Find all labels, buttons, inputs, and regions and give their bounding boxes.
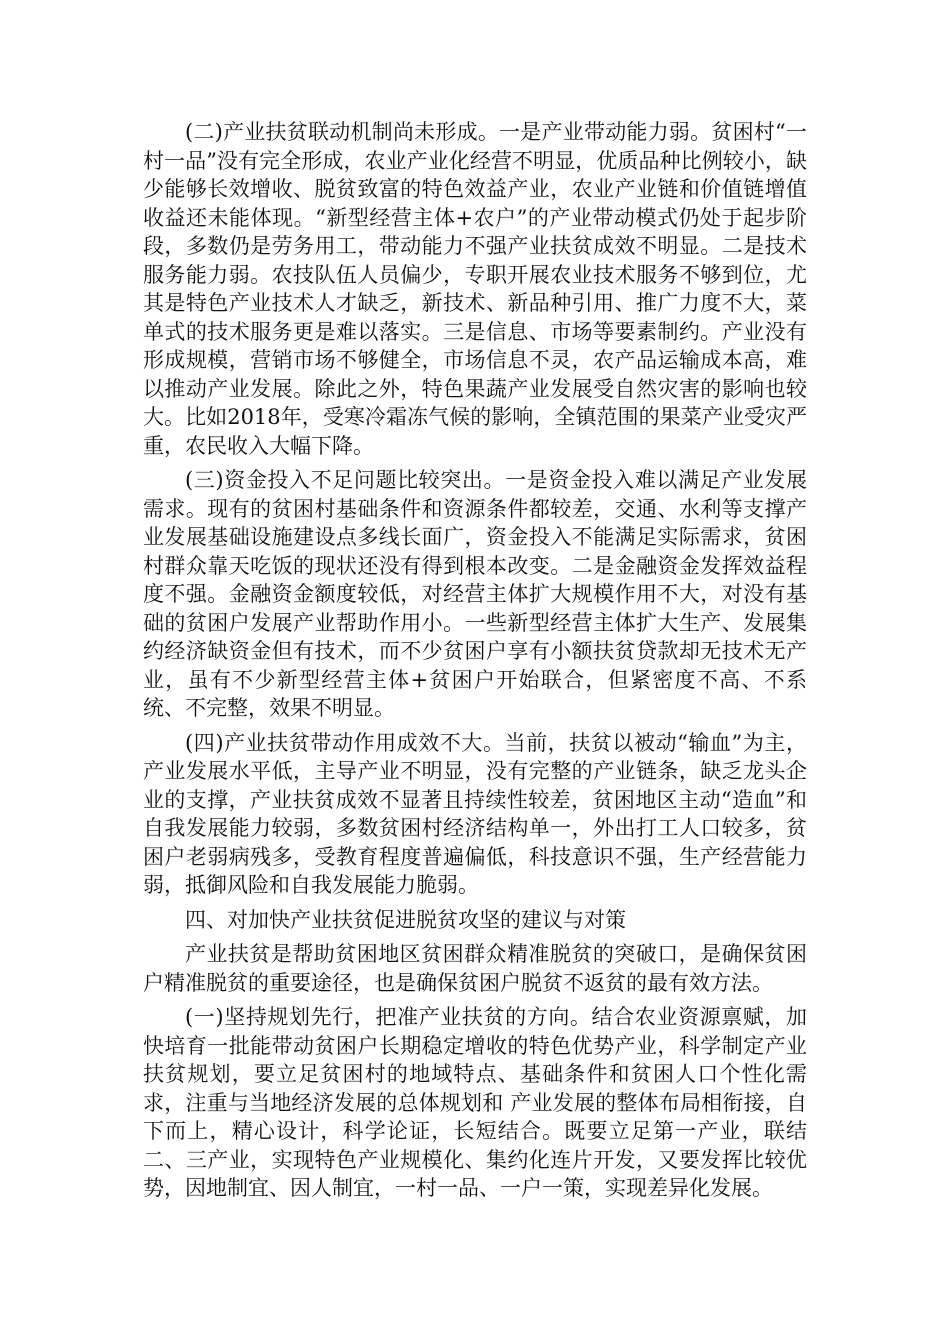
paragraph-funding-shortage: (三)资金投入不足问题比较突出。一是资金投入难以满足产业发展需求。现有的贫困村基础条件和资源条件都较差，交通、水利等支撑产业发展基础设施建设点多线长面广，资金投入不能满足实际需求，贫困村群众靠天吃饭的现状还没有得到根本改变。二是金融资金发挥效益程度不强。金融资金额度较低，对经营主体扩大规模作用不大，对没有基础的贫困户发展产业帮助作用小。一些新型经营主体扩大生产、发展集约经济缺资金但有技术，而不少贫困户享有小额扶贫贷款却无技术无产业，虽有不少新型经营主体+贫困户开始联合，但紧密度不高、不系统、不完整，效果不明显。 [143,468,807,720]
paragraph-planning-first: (一)坚持规划先行，把准产业扶贫的方向。结合农业资源禀赋，加快培育一批能带动贫困户长期稳定增收的特色优势产业，科学制定产业扶贫规划，要立足贫困村的地域特点、基础条件和贫困人口个性化需求，注重与当地经济发展的总体规划和 产业发展的整体布局相衔接，自下而上，精心设计，科学论证，长短结合。既要立足第一产业，联结二、三产业，实现特色产业规模化、集约化连片开发，又要发挥比较优势，因地制宜、因人制宜，一村一品、一户一策，实现差异化发展。 [143,1005,807,1200]
paragraph-driving-effect: (四)产业扶贫带动作用成效不大。当前，扶贫以被动“输血”为主，产业发展水平低，主导产业不明显，没有完整的产业链条，缺乏龙头企业的支撑，产业扶贫成效不显著且持续性较差，贫困地区主动“造血”和自我发展能力较弱，多数贫困村经济结构单一，外出打工人口较多，贫困户老弱病残多，受教育程度普遍偏低，科技意识不强，生产经营能力弱，抵御风险和自我发展能力脆弱。 [143,730,807,897]
section-heading-suggestions: 四、对加快产业扶贫促进脱贫攻坚的建议与对策 [185,907,626,932]
paragraph-poverty-linkage-mechanism: (二)产业扶贫联动机制尚未形成。一是产业带动能力弱。贫困村“一村一品”没有完全形成，农业产业化经营不明显，优质品种比例较小，缺少能够长效增收、脱贫致富的特色效益产业，农业产业链和价值链增值收益还未能体现。“新型经营主体+农户”的产业带动模式仍处于起步阶段，多数仍是劳务用工，带动能力不强产业扶贫成效不明显。二是技术服务能力弱。农技队伍人员偏少，专职开展农业技术服务不够到位，尤其是特色产业技术人才缺乏，新技术、新品种引用、推广力度不大，菜单式的技术服务更是难以落实。三是信息、市场等要素制约。产业没有形成规模，营销市场不够健全，市场信息不灵，农产品运输成本高，难以推动产业发展。除此之外，特色果蔬产业发展受自然灾害的影响也较大。比如2018年，受寒冷霜冻气候的影响，全镇范围的果菜产业受灾严重，农民收入大幅下降。 [143,120,807,458]
paragraph-breakthrough: 产业扶贫是帮助贫困地区贫困群众精准脱贫的突破口，是确保贫困户精准脱贫的重要途径，也是确保贫困户脱贫不返贫的最有效方法。 [143,942,807,995]
document-page [143,118,807,1209]
